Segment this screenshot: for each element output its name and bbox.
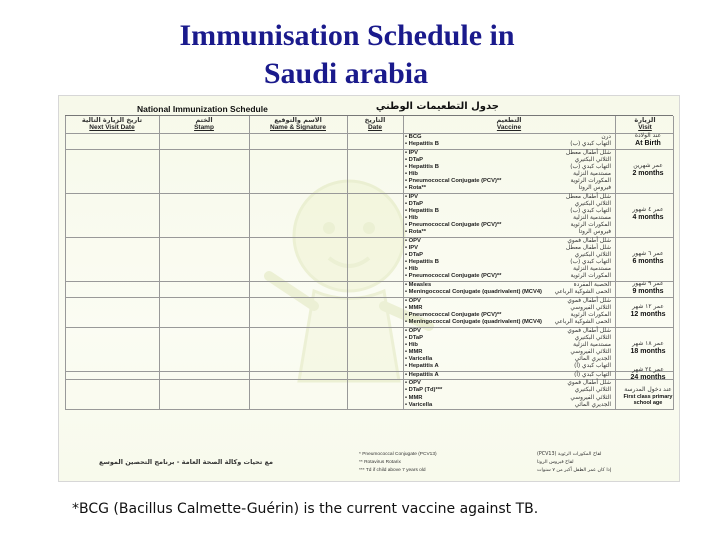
visit-age: 12 months (630, 310, 666, 318)
vaccine-name: • OPV (405, 237, 421, 244)
visit-age-arabic: عمر شهرين (633, 162, 663, 169)
vaccine-name: • Meningococcal Conjugate (quadrivalent) (MCV4) (405, 289, 542, 296)
column-header (249, 116, 347, 132)
vaccine-name: • Varicella (405, 356, 433, 362)
vaccine-name: • MMR (405, 348, 423, 355)
slide-title-line-1: Immunisation Schedule in (179, 19, 515, 52)
vaccine-name-arabic: المكورات الرئوية (570, 222, 611, 229)
column-divider (403, 116, 404, 410)
vaccine-name: • Hib (405, 215, 418, 222)
visit-age-arabic: عمر ١٨ شهر (632, 339, 664, 347)
visit-age: 24 months (630, 374, 666, 382)
footnote: ** Rotavirus Rotarix (359, 460, 401, 465)
vaccine-name-arabic: المكورات الرئوية (570, 273, 611, 280)
vaccine-name-arabic: شلل أطفال فموي (567, 297, 611, 304)
column-header-english: Visit (638, 124, 652, 131)
vaccine-name: • DTaP (405, 334, 424, 341)
vaccine-name-arabic: الحمى الشوكية الرباعي (554, 319, 611, 325)
visit-age-arabic: عمر ٦ شهور (632, 250, 664, 258)
vaccine-name: • Meningococcal Conjugate (quadrivalent) (MCV4) (405, 319, 542, 325)
vaccine-name-arabic: شلل أطفال فموي (567, 380, 611, 387)
vaccine-name-arabic: الثلاثي البكتيري (574, 156, 611, 163)
vaccine-name-arabic: الجديري المائي (574, 356, 611, 362)
vaccine-name: • Hib (405, 266, 418, 273)
vaccine-name: • DTaP (Td)*** (405, 387, 443, 394)
visit-age: 9 months (632, 288, 664, 296)
visit-age: At Birth (635, 140, 661, 148)
bcg-footnote-caption: *BCG (Bacillus Calmette-Guérin) is the current vaccine against TB. (72, 501, 539, 517)
vaccine-name-arabic: الثلاثي البكتيري (574, 387, 611, 394)
column-divider (65, 116, 66, 410)
vaccine-name: • IPV (405, 149, 418, 156)
vaccine-name-arabic: درن (601, 134, 611, 140)
vaccine-name: • DTaP (405, 200, 424, 207)
vaccine-name: • Measles (405, 282, 432, 288)
column-header-arabic: الختم (195, 116, 213, 124)
vaccine-name: • Pneumococcal Conjugate (PCV)** (405, 222, 502, 229)
column-header-arabic: تاريخ الزيارة التالية (81, 116, 143, 124)
vaccine-name: • Pneumococcal Conjugate (PCV)** (405, 311, 502, 318)
visit-age-arabic: عند دخول المدرسة (624, 385, 672, 393)
vaccine-name-arabic: مستدمية النزلية (573, 215, 611, 222)
column-header-english: Date (367, 124, 383, 131)
vaccine-name-arabic: التهاب كبدي (أ) (574, 371, 611, 378)
vaccine-name-arabic: فيروس الروتا (578, 229, 611, 236)
vaccine-name: • OPV (405, 297, 421, 304)
column-header-english: Name & Signature (270, 124, 326, 131)
vaccine-name-arabic: مستدمية النزلية (573, 341, 611, 348)
visit-age-arabic: عمر ٩ شهور (632, 280, 664, 288)
vaccine-name-arabic: الثلاثي الفيروسي (570, 304, 611, 311)
column-header-arabic: الزيارة (634, 116, 656, 124)
vaccine-name-arabic: الجديري المائي (574, 401, 611, 408)
vaccine-name: • Pneumococcal Conjugate (PCV)** (405, 273, 502, 280)
vaccine-name: • IPV (405, 193, 418, 200)
column-divider (249, 116, 250, 410)
vaccine-name-arabic: الثلاثي الفيروسي (570, 394, 611, 401)
vaccine-name-arabic: المكورات الرئوية (570, 311, 611, 318)
column-header-english: Vaccine (496, 124, 522, 131)
column-header-arabic: التطعيم (496, 116, 522, 124)
vaccine-name-arabic: شلل أطفال معطل (565, 245, 611, 251)
column-header (347, 116, 403, 132)
vaccine-name: • DTaP (405, 156, 424, 163)
vaccine-name-arabic: شلل أطفال معطل (565, 149, 611, 156)
vaccine-name-arabic: التهاب كبدي (ب) (570, 208, 611, 214)
visit-age-arabic: عمر ٤ شهور (632, 206, 664, 214)
vaccine-name-arabic: التهاب كبدي (ب) (570, 163, 611, 170)
vaccine-name-arabic: شلل أطفال معطل (565, 193, 611, 200)
visit-age-arabic: عمر ٢٤ شهر (632, 366, 664, 374)
vaccine-name-arabic: الثلاثي البكتيري (574, 252, 611, 259)
footnote-arabic: إذا كان عمر الطفل أكبر من ٧ سنوات (537, 468, 612, 473)
vaccine-name: • BCG (405, 134, 422, 140)
vaccine-name: • Pneumococcal Conjugate (PCV)** (405, 178, 502, 185)
footnote: *** Td if child above 7 years old (359, 468, 426, 473)
vaccine-name-arabic: مستدمية النزلية (573, 171, 611, 177)
column-header-english: Next Visit Date (89, 124, 135, 131)
vaccine-name: • MMR (405, 394, 423, 401)
vaccine-name: • Hib (405, 171, 418, 177)
vaccine-name-arabic: الثلاثي البكتيري (574, 334, 611, 341)
column-divider (615, 116, 616, 410)
vaccine-name: • OPV (405, 327, 421, 334)
vaccine-name-arabic: شلل أطفال فموي (567, 237, 611, 244)
column-header-arabic: التاريخ (364, 116, 386, 124)
footnote-arabic: (PCV13) لقاح المكورات الرئوية (537, 452, 602, 457)
vaccine-name: • Hepatitis B (405, 141, 439, 148)
visit-age: 6 months (632, 258, 664, 266)
footnote-arabic: لقاح فيروس الروتا (537, 460, 574, 465)
vaccine-name: • Rota** (405, 229, 427, 236)
vaccine-name: • Hepatitis B (405, 163, 439, 170)
vaccine-name: • Hepatitis A (405, 371, 439, 378)
vaccine-name: • Hepatitis B (405, 208, 439, 214)
vaccine-name-arabic: الثلاثي الفيروسي (570, 348, 611, 355)
immunization-schedule-card (58, 95, 680, 482)
visit-age: 2 months (632, 170, 664, 177)
vaccine-name-arabic: الحصبة المفردة (573, 282, 611, 288)
vaccine-name-arabic: فيروس الروتا (578, 185, 611, 192)
vaccine-name-arabic: التهاب كبدي (أ) (574, 363, 611, 370)
vaccine-name-arabic: التهاب كبدي (ب) (570, 141, 611, 148)
vaccine-name-arabic: شلل أطفال فموي (567, 327, 611, 334)
vaccine-name: • Hepatitis A (405, 363, 439, 370)
vaccine-name: • DTaP (405, 252, 424, 259)
vaccine-name-arabic: المكورات الرئوية (570, 178, 611, 185)
visit-age-arabic: عند الولادة (634, 132, 662, 140)
visit-age: 4 months (632, 214, 664, 222)
column-divider (347, 116, 348, 410)
visit-age: First class primary school age (623, 393, 673, 406)
column-header (65, 116, 159, 132)
vaccine-name-arabic: التهاب كبدي (ب) (570, 259, 611, 266)
schedule-header-arabic: جدول التطعيمات الوطني (375, 101, 499, 112)
column-header-arabic: الاسم والتوقيع (274, 116, 322, 124)
column-header (159, 116, 249, 132)
footnote: * Pneumococcal Conjugate (PCV13) (359, 452, 437, 457)
vaccine-name-arabic: مستدمية النزلية (573, 266, 611, 273)
footer-credit-arabic: مع تحيات وكالة الصحة العامة - برنامج التحصين الموسع (99, 458, 274, 466)
slide-title-line-2: Saudi arabia (263, 57, 429, 90)
vaccine-name: • Hib (405, 341, 418, 348)
column-header-english: Stamp (194, 124, 214, 131)
vaccine-name: • Varicella (405, 401, 433, 408)
vaccine-name: • MMR (405, 304, 423, 311)
vaccine-name: • OPV (405, 380, 421, 387)
visit-age-arabic: عمر ١٢ شهر (632, 302, 664, 310)
visit-age: 18 months (630, 347, 666, 355)
row-divider (65, 409, 673, 410)
schedule-header-english: National Immunization Schedule (137, 104, 268, 114)
column-divider (159, 116, 160, 410)
vaccine-name-arabic: الثلاثي البكتيري (574, 200, 611, 207)
column-header (403, 116, 615, 132)
column-header (615, 116, 675, 132)
vaccine-name: • Hepatitis B (405, 259, 439, 266)
vaccine-name: • Rota** (405, 185, 427, 192)
vaccine-name-arabic: الحمى الشوكية الرباعي (554, 289, 611, 296)
vaccine-name: • IPV (405, 245, 418, 251)
